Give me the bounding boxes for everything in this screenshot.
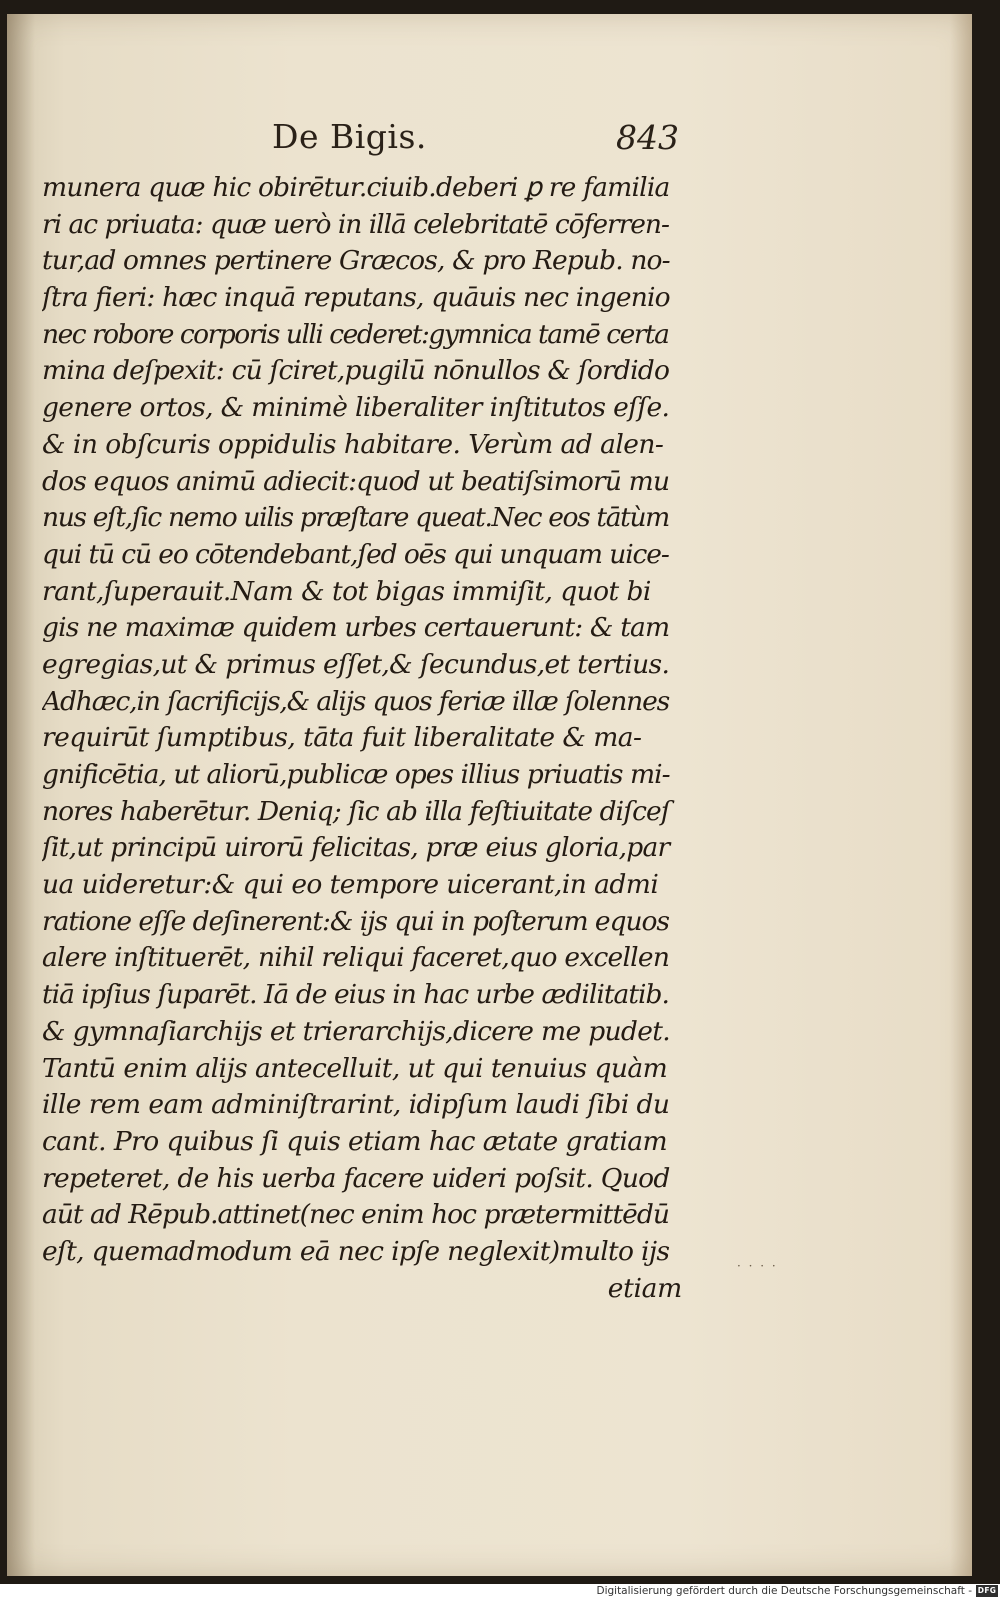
page-number: 843 bbox=[616, 118, 679, 157]
catchword: etiam bbox=[607, 1272, 682, 1304]
text-line: mina deſpexit: cū ſciret,pugilū nōnullos & ſordido bbox=[42, 355, 670, 387]
text-line: ille rem eam adminiſtrarint, idipſum laudi ſibi du bbox=[42, 1089, 670, 1121]
text-line: rant,ſuperauit.Nam & tot bigas immiſit, quot bi bbox=[42, 575, 651, 607]
text-line: tiā ipſius ſuparēt. Iā de eius in hac urbe ædilitatib. bbox=[42, 979, 669, 1011]
text-line: tur,ad omnes pertinere Græcos, & pro Repub. no- bbox=[42, 245, 670, 277]
book-page bbox=[7, 14, 972, 1576]
text-line: Tantū enim alijs antecelluit, ut qui tenuius quàm bbox=[42, 1052, 668, 1084]
text-line: alere inſtituerēt, nihil reliqui faceret,quo excellen bbox=[42, 942, 670, 974]
funding-credit: Digitalisierung gefördert durch die Deutsche Forschungsgemeinschaft - bbox=[596, 1585, 972, 1597]
text-line: ua uideretur:& qui eo tempore uicerant,in admi bbox=[42, 869, 659, 901]
text-line: cant. Pro quibus ſi quis etiam hac ætate gratiam bbox=[42, 1125, 668, 1157]
text-line: genere ortos, & minimè liberaliter inſtitutos eſſe. bbox=[42, 392, 670, 424]
text-line: qui tū cū eo cōtendebant,ſed oēs qui unquam uice- bbox=[42, 538, 669, 570]
text-line: ſtra fieri: hæc inquā reputans, quāuis nec ingenio bbox=[42, 282, 670, 314]
text-line: & in obſcuris oppidulis habitare. Verùm ad alen- bbox=[42, 428, 664, 460]
gutter-shadow bbox=[7, 14, 35, 1576]
page-edge bbox=[950, 14, 972, 1576]
running-head: De Bigis. bbox=[272, 117, 427, 156]
text-line: egregias,ut & primus eſſet,& ſecundus,et tertius. bbox=[42, 648, 670, 680]
text-line: eſt, quemadmodum eā nec ipſe neglexit)multo ijs bbox=[42, 1235, 670, 1267]
text-line: nores haberētur. Deniq; ſic ab illa feſtiuitate diſceſ bbox=[42, 795, 670, 827]
text-line: gnificētia, ut aliorū,publicæ opes illius priuatis mi- bbox=[42, 759, 670, 790]
text-line: ſit,ut principū uirorū felicitas, præ eius gloria,par bbox=[42, 832, 670, 864]
text-line: Adhæc,in ſacrificijs,& alijs quos feriæ illæ ſolennes bbox=[42, 685, 670, 717]
text-line: gis ne maximæ quidem urbes certauerunt: & tam bbox=[42, 612, 670, 644]
text-line: nus eſt,ſic nemo uilis præſtare queat.Nec eos tātùm bbox=[42, 502, 669, 534]
text-line: repeteret, de his uerba facere uideri poſsit. Quod bbox=[42, 1162, 670, 1194]
marginal-marks: · · · · bbox=[737, 1259, 778, 1273]
text-line: & gymnaſiarchijs et trierarchijs,dicere me pudet. bbox=[42, 1015, 670, 1047]
text-line: dos equos animū adiecit:quod ut beatiſsimorū mu bbox=[42, 465, 670, 497]
text-line: ri ac priuata: quæ uerò in illā celebritatē cōferren- bbox=[42, 208, 669, 240]
text-block bbox=[42, 170, 682, 1307]
text-line: aūt ad Rēpub.attinet(nec enim hoc prætermittēdū bbox=[42, 1199, 669, 1231]
footer-bar bbox=[0, 1584, 1000, 1598]
dfg-logo-icon: DFG bbox=[977, 1586, 997, 1595]
text-line: ratione eſſe deſinerent:& ijs qui in poſterum equos bbox=[42, 905, 669, 937]
text-line: munera quæ hic obirētur.ciuib.deberi ꝑ re familia bbox=[42, 172, 670, 203]
text-line: requirūt ſumptibus, tāta fuit liberalitate & ma- bbox=[42, 722, 642, 754]
text-line: nec robore corporis ulli cederet:gymnica tamē certa bbox=[42, 318, 669, 350]
